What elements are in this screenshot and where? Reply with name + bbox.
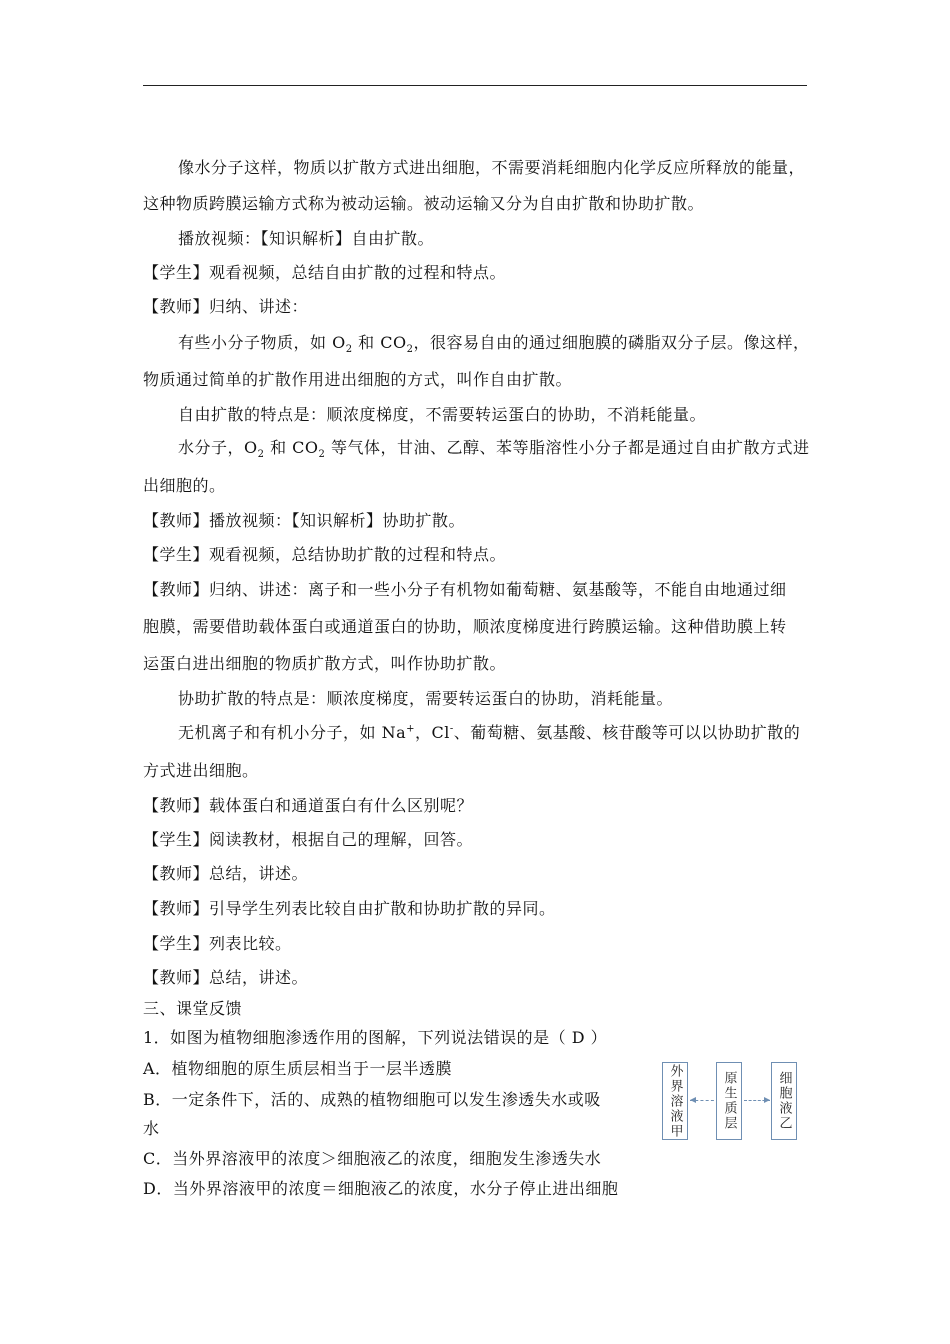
paragraph-line: 出细胞的。 — [143, 476, 226, 495]
paragraph-line: 【学生】观看视频，总结协助扩散的过程和特点。 — [143, 545, 507, 564]
section-heading: 三、课堂反馈 — [143, 999, 243, 1018]
arrow-right-icon — [764, 1097, 770, 1103]
osmosis-diagram — [660, 1062, 800, 1142]
question-stem: 1．如图为植物细胞渗透作用的图解，下列说法错误的是（ D ） — [143, 1028, 608, 1047]
option-c: C．当外界溶液甲的浓度＞细胞液乙的浓度，细胞发生渗透失水 — [143, 1149, 602, 1168]
paragraph-line: 【教师】归纳、讲述：离子和一些小分子有机物如葡萄糖、氨基酸等，不能自由地通过细 — [143, 580, 787, 599]
paragraph-line: 无机离子和有机小分子，如 Na+，Cl-、葡萄糖、氨基酸、核苷酸等可以以协助扩散的 — [178, 723, 801, 742]
paragraph-line: 【教师】总结，讲述。 — [143, 968, 309, 987]
option-a: A．植物细胞的原生质层相当于一层半透膜 — [143, 1059, 453, 1078]
paragraph-line: 【教师】归纳、讲述： — [143, 297, 309, 316]
paragraph-line: 自由扩散的特点是：顺浓度梯度，不需要转运蛋白的协助，不消耗能量。 — [178, 405, 707, 424]
paragraph-line: 物质通过简单的扩散作用进出细胞的方式，叫作自由扩散。 — [143, 370, 573, 389]
paragraph-line: 【学生】阅读教材，根据自己的理解，回答。 — [143, 830, 474, 849]
paragraph-line: 水分子，$O_2$ 和 $CO_2$ 等气体，甘油、乙醇、苯等脂溶性小分子都是通过自由扩散方式进 — [178, 438, 810, 461]
paragraph-line: 方式进出细胞。 — [143, 761, 259, 780]
paragraph-line: 播放视频：【知识解析】自由扩散。 — [178, 229, 435, 248]
paragraph-line: 像水分子这样，物质以扩散方式进出细胞，不需要消耗细胞内化学反应所释放的能量， — [178, 158, 806, 177]
protoplast-layer-box: 原生质层 — [716, 1062, 742, 1140]
option-d: D．当外界溶液甲的浓度＝细胞液乙的浓度，水分子停止进出细胞 — [143, 1179, 619, 1198]
arrow-left-icon — [690, 1097, 696, 1103]
paragraph-line: 协助扩散的特点是：顺浓度梯度，需要转运蛋白的协助，消耗能量。 — [178, 689, 674, 708]
cell-sap-box: 细胞液乙 — [771, 1062, 797, 1140]
paragraph-line: 【教师】引导学生列表比较自由扩散和协助扩散的异同。 — [143, 899, 556, 918]
paragraph-line: 这种物质跨膜运输方式称为被动运输。被动运输又分为自由扩散和协助扩散。 — [143, 194, 705, 213]
external-solution-box: 外界溶液甲 — [662, 1062, 688, 1140]
option-b: B．一定条件下，活的、成熟的植物细胞可以发生渗透失水或吸 — [143, 1090, 601, 1109]
paragraph-line: 【学生】观看视频，总结自由扩散的过程和特点。 — [143, 263, 507, 282]
paragraph-line: 【教师】播放视频：【知识解析】协助扩散。 — [143, 511, 466, 530]
paragraph-line: 【学生】列表比较。 — [143, 934, 292, 953]
option-b-continued: 水 — [143, 1119, 160, 1138]
header-rule — [143, 85, 807, 86]
paragraph-line: 【教师】载体蛋白和通道蛋白有什么区别呢？ — [143, 796, 474, 815]
paragraph-line: 有些小分子物质，如 $O_2$ 和 $CO_2$，很容易自由的通过细胞膜的磷脂双分子层。像这样， — [178, 333, 810, 356]
paragraph-line: 运蛋白进出细胞的物质扩散方式，叫作协助扩散。 — [143, 654, 507, 673]
paragraph-line: 胞膜，需要借助载体蛋白或通道蛋白的协助，顺浓度梯度进行跨膜运输。这种借助膜上转 — [143, 617, 787, 636]
paragraph-line: 【教师】总结，讲述。 — [143, 864, 309, 883]
